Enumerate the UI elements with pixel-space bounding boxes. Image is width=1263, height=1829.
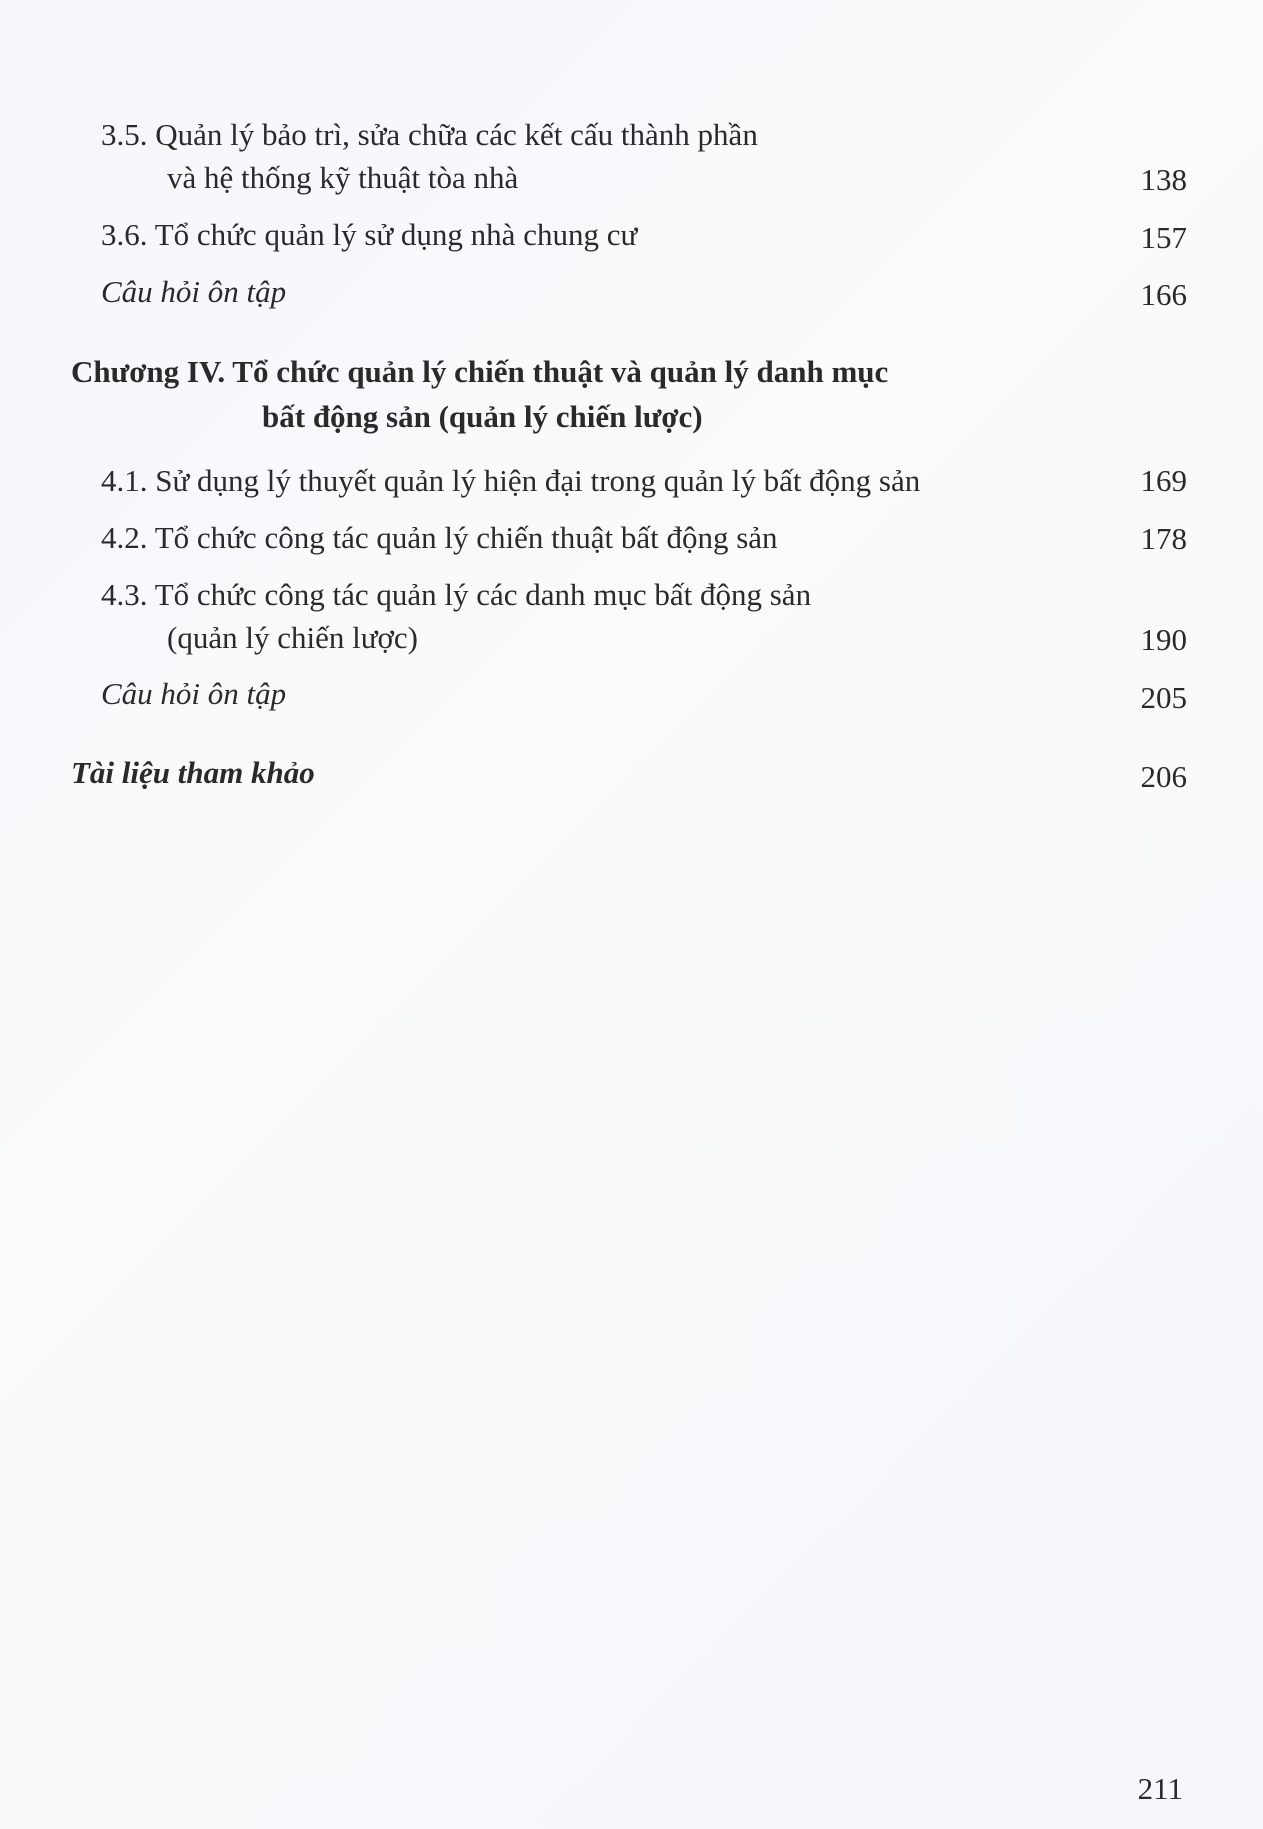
toc-section-4-1-page: 169 xyxy=(1140,463,1187,498)
toc-section-4-1: 4.1. Sử dụng lý thuyết quản lý hiện đại trong quản lý bất động sản xyxy=(101,463,921,498)
toc-references-page: 206 xyxy=(1140,759,1187,794)
toc-review-3-page: 166 xyxy=(1140,277,1187,312)
toc-section-3-6-page: 157 xyxy=(1140,220,1187,255)
toc-chapter-4-line2: bất động sản (quản lý chiến lược) xyxy=(262,399,703,434)
toc-section-4-3-page: 190 xyxy=(1140,622,1187,657)
toc-references: Tài liệu tham khảo xyxy=(71,755,315,790)
toc-review-3: Câu hỏi ôn tập xyxy=(101,274,287,309)
page-number: 211 xyxy=(1137,1771,1183,1806)
toc-section-3-6: 3.6. Tổ chức quản lý sử dụng nhà chung cư xyxy=(101,217,638,252)
toc-section-4-3-line2: (quản lý chiến lược) xyxy=(167,620,418,655)
toc-section-3-5-page: 138 xyxy=(1140,162,1187,197)
toc-section-4-2-page: 178 xyxy=(1140,521,1187,556)
toc-chapter-4-line1: Chương IV. Tổ chức quản lý chiến thuật và quản lý danh mục xyxy=(71,354,889,389)
toc-section-3-5-line2: và hệ thống kỹ thuật tòa nhà xyxy=(167,160,519,195)
toc-section-4-3-line1: 4.3. Tổ chức công tác quản lý các danh mục bất động sản xyxy=(101,577,812,612)
toc-section-3-5-line1: 3.5. Quản lý bảo trì, sửa chữa các kết cấu thành phần xyxy=(101,117,758,152)
toc-section-4-2: 4.2. Tổ chức công tác quản lý chiến thuật bất động sản xyxy=(101,520,778,555)
toc-review-4-page: 205 xyxy=(1140,680,1187,715)
toc-review-4: Câu hỏi ôn tập xyxy=(101,676,287,711)
